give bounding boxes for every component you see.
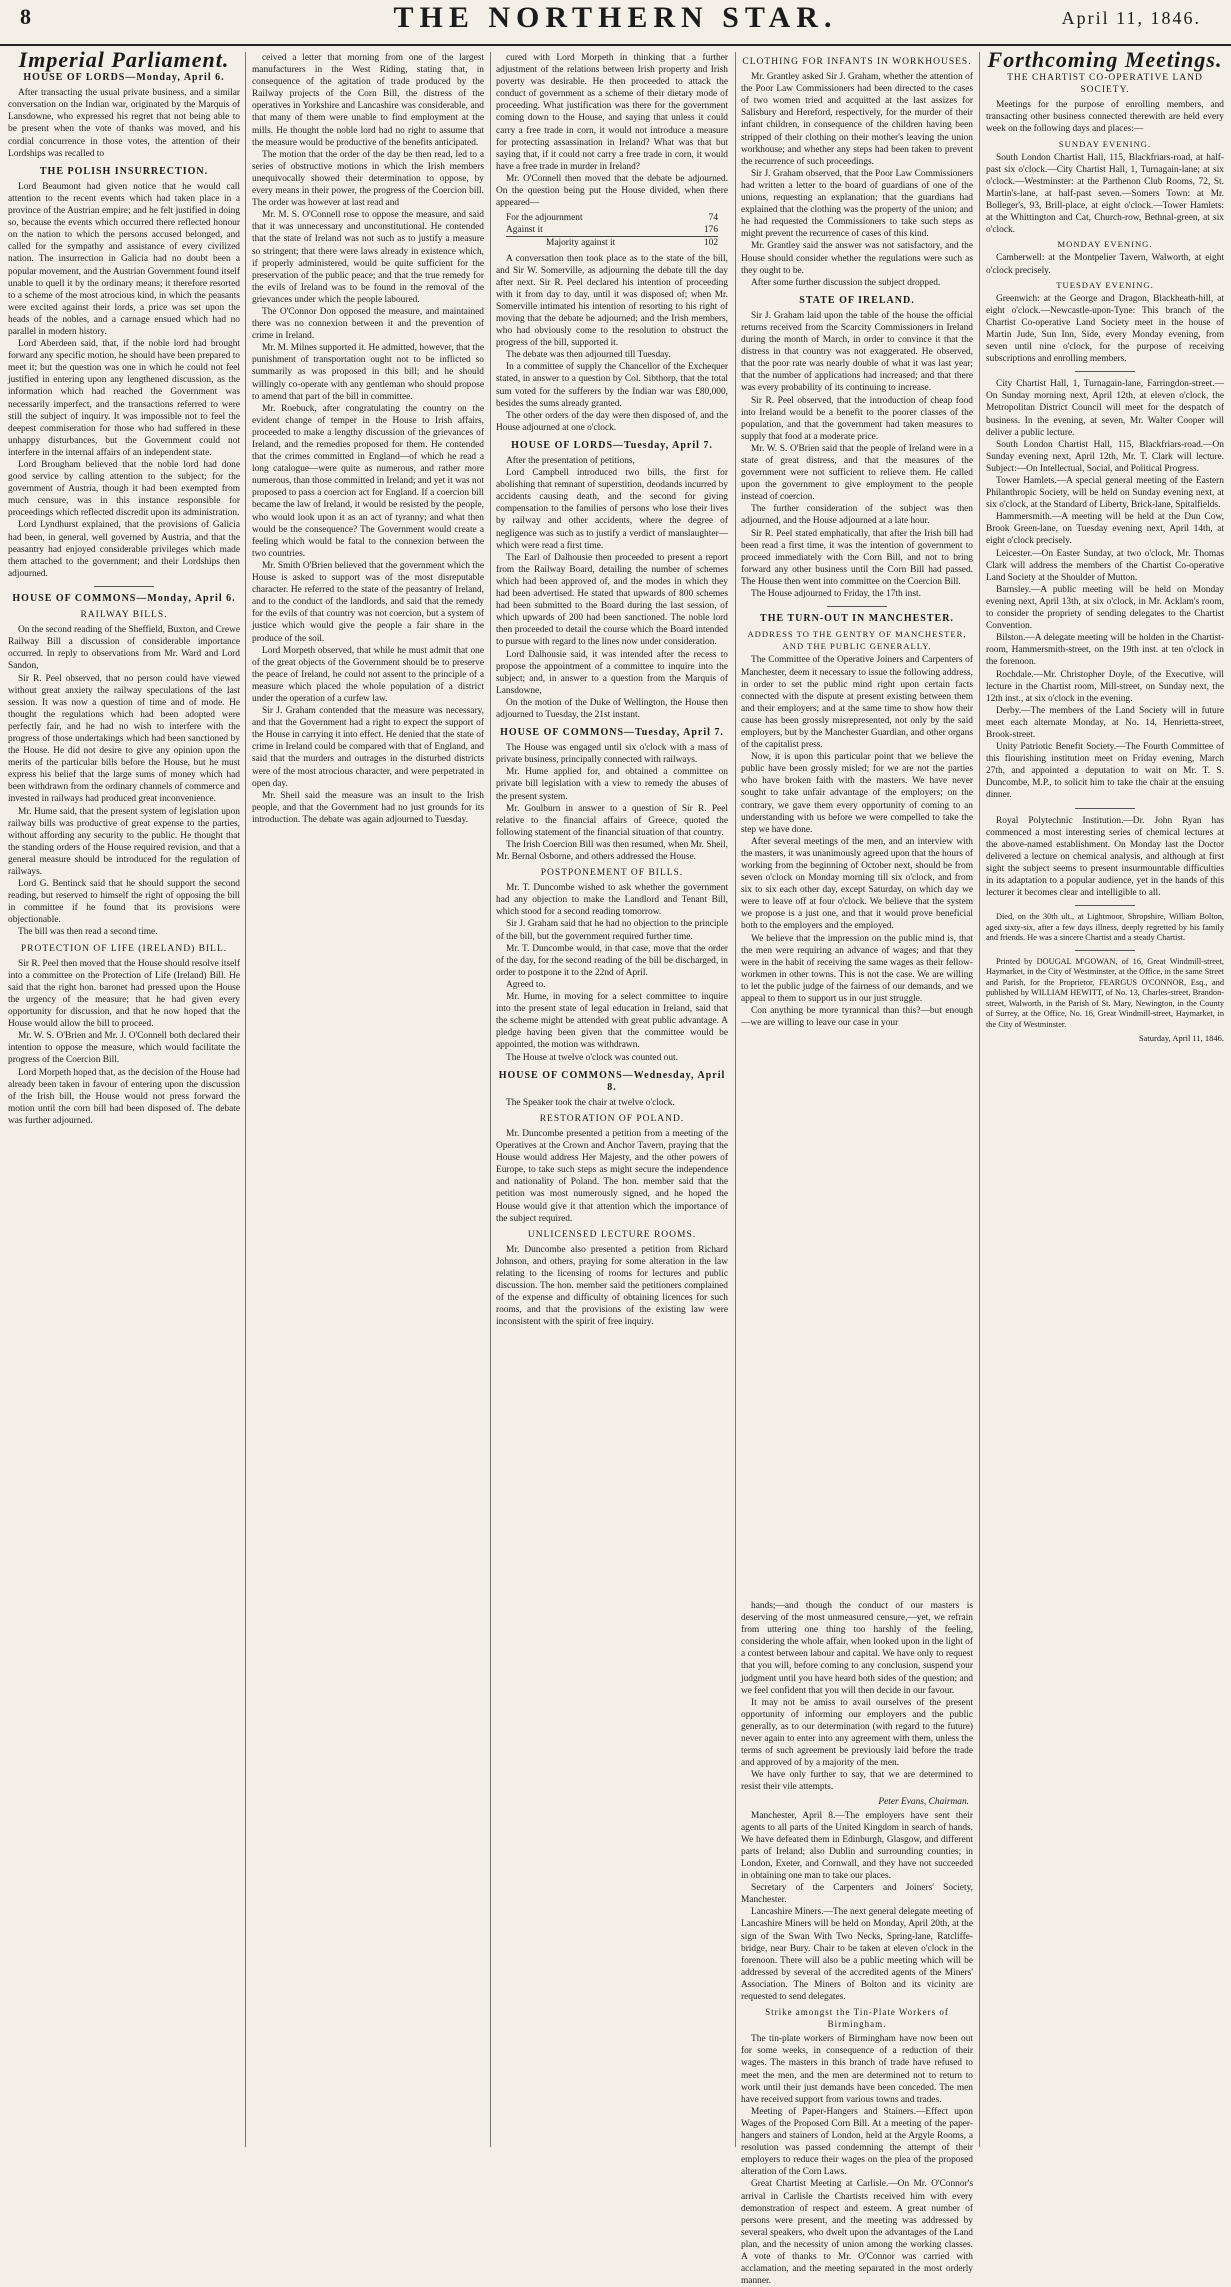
- article-paragraph: The other orders of the day were then disposed of, and the House adjourned at one o'clock.: [496, 410, 728, 433]
- headline-restoration-poland: RESTORATION OF POLAND.: [539, 1113, 685, 1124]
- tuesday-heading: TUESDAY EVENING.: [1056, 279, 1154, 290]
- article-paragraph: The Irish Coercion Bill was then resumed, when Mr. Sheil, Mr. Bernal Osborne, and others addressed the House.: [496, 839, 728, 862]
- divider: [1075, 371, 1135, 372]
- article-paragraph: The Speaker took the chair at twelve o'clock.: [506, 1097, 675, 1108]
- notice-paragraph: Barnsley.—A public meeting will be held on Monday evening next, April 13th, at six o'clock, in Mr. Acklam's room, to consider the propriety of sending delegates to the Chartist Convention.: [986, 584, 1224, 632]
- address-heading: ADDRESS TO THE GENTRY OF MANCHESTER, AND THE PUBLIC GENERALLY.: [747, 629, 967, 652]
- article-paragraph: The debate was then adjourned till Tuesday.: [506, 350, 671, 361]
- headline-tin-plate-strike: Strike amongst the Tin-Plate Workers of Birmingham.: [765, 2007, 949, 2030]
- article-paragraph: We believe that the impression on the public mind is, that the men were requiring an advance of wages; and that they were in the habit of receiving the same wages as their fellow-workmen in other towns. This is not the case. We are willing to let the public judge of the fairness of our demands, and we appeal to them to support us in our just struggle.: [741, 933, 973, 1005]
- article-paragraph: Mr. Hume said, that the present system of legislation upon railway bills was productive of great expense to the parties, without affording any security to the public. He thought that the standing orders of the House required revision, and that a general measure should be introduced for the regulation of railways.: [8, 806, 240, 877]
- article-paragraph: On the second reading of the Sheffield, Buxton, and Crewe Railway Bill a discussion of considerable importance occurred. In reply to observations from Mr. Ward and Lord Sandon,: [8, 625, 240, 672]
- article-paragraph: Meetings for the purpose of enrolling members, and transacting other business connected therewith are held every week on the following days and places:—: [986, 100, 1224, 135]
- article-paragraph: Lord Morpeth observed, that while he must admit that one of the great objects of the Government should be to preserve the peace of Ireland, he could not assent to the principle of a measure which placed the whole population of a district under the operation of a curfew law.: [252, 645, 484, 704]
- article-paragraph: We have only further to say, that we are determined to resist their vile attempts.: [741, 1770, 973, 1793]
- issue-date: April 11, 1846.: [1061, 8, 1201, 28]
- column-rule: [735, 52, 736, 2147]
- page-number: 8: [20, 4, 31, 29]
- article-paragraph: Secretary of the Carpenters and Joiners' Society, Manchester.: [741, 1883, 973, 1906]
- article-paragraph: Mr. M. S. O'Connell rose to oppose the measure, and said that it was unnecessary and unconstitutional. He contended that the state of Ireland was not such as to justify a measure so stringent; that there were laws already in existence which, if properly administered, would be quite sufficient for the preservation of the public peace; and that the true remedy for the evils of Ireland was to be found in the removal of the grievances under which the people laboured.: [252, 210, 484, 305]
- article-paragraph: Mr. Grantley said the answer was not satisfactory, and the House should consider whether the regulations were such as they ought to be.: [741, 241, 973, 276]
- article-paragraph: After the presentation of petitions,: [506, 456, 635, 466]
- headline-state-of-ireland: STATE OF IRELAND.: [799, 294, 915, 306]
- division-label: Against it: [506, 225, 543, 236]
- article-paragraph: Agreed to.: [506, 979, 546, 990]
- article-paragraph: Mr. Roebuck, after congratulating the country on the evident change of temper in the House to Irish affairs, proceeded to make a lengthy discussion of the grievances of Ireland, and the remedies proposed for them. He contended that the crimes committed in England—of which he read a long catalogue—were quite as numerous, and rather more numerous, than those committed in Ireland; and yet it was not proposed to pass a coercion act for England. If a coercion bill became the law of Ireland, it would be resisted by the people, who would look upon it as an act of tyranny; and what then would be the consequence? The Government would create a feeling which would be fatal to the connexion between the two countries.: [252, 403, 484, 559]
- article-paragraph: Lord Aberdeen said, that, if the noble lord had brought forward any specific motion, he should have been prepared to meet it; but the question was one in which he could not feel justified in entering upon any lengthened discussion, as the information which had reached the Government was necessarily imperfect, and the transactions referred to were still the subject of inquiry. It was impossible not to feel the deepest commiseration for those who had suffered in these unhappy disturbances, but the Government could not interfere in the internal affairs of an independent state.: [8, 339, 240, 458]
- division-value: 102: [703, 238, 718, 249]
- article-paragraph: After transacting the usual private business, and a similar conversation on the Indian war, originated by the Marquis of Lansdowne, who expressed his regret that not being able to be present when the vote of thanks was moved, and his cordial concurrence in those votes, the attention of their Lordships was recalled to: [8, 88, 240, 159]
- article-paragraph: South London Chartist Hall, 115, Blackfriars-road, at half-past six o'clock.—City Chartist Hall, 1, Turnagain-lane; at six o'clock.—Westminster: at the Parthenon Club Rooms, 72, St. Martin's-lane, at half-past seven.—Somers Town: at Mr. Bolleger's, 93, Brill-place, at eight o'clock.—Tower Hamlets: at the Whittington and Cat, Church-row, Bethnal-green, at six o'clock.: [986, 152, 1224, 236]
- article-paragraph: Mr. Hume, in moving for a select committee to inquire into the present state of legal education in Ireland, said that the scheme might be attended with great public advantage. A pledge having been given that the committee would be appointed, the motion was withdrawn.: [496, 992, 728, 1051]
- obituary: Died, on the 30th ult., at Lightmoor, Shropshire, William Bolton, aged sixty-six, after a few days illness, deeply regretted by his family and friends. He was a sincere Chartist and a steady Chartist.: [986, 912, 1224, 943]
- article-paragraph: The O'Connor Don opposed the measure, and maintained there was no connexion between it and the prevention of crime in Ireland.: [252, 306, 484, 342]
- headline-lords-tuesday: HOUSE OF LORDS—Tuesday, April 7.: [511, 439, 713, 451]
- headline-railway-bills: RAILWAY BILLS.: [80, 610, 168, 621]
- headline-clothing-infants: CLOTHING FOR INFANTS IN WORKHOUSES.: [742, 57, 972, 67]
- article-paragraph: ceived a letter that morning from one of the largest manufacturers in the West Riding, stating that, in consequence of the agitation of trade produced by the Railway projects of the Corn Bill, the distress of the operatives in Yorkshire and Lancashire was considerable, and that many of them were unable to find employment at the mills. He thought the noble lord had no right to assume that the measure would be productive of the benefits anticipated.: [252, 53, 484, 148]
- article-paragraph: Sir R. Peel observed, that the introduction of cheap food into Ireland would be a benefit to the poorer classes of the population, and that the government had taken measures to supply that food at a moderate price.: [741, 395, 973, 442]
- division-label: Majority against it: [546, 238, 616, 249]
- article-paragraph: Sir J. Graham observed, that the Poor Law Commissioners had written a letter to the board of guardians of one of the unions, requesting an explanation; that the guardians had explained that the clothing was the property of the union; and he had requested the Commissioners to take such steps as might prevent the recurrence of cases of this kind.: [741, 168, 973, 240]
- notice-paragraph: Unity Patriotic Benefit Society.—The Fourth Committee of this flourishing institution meet on Friday evening, March 27th, and appointed a deputation to wait on Mr. T. S. Duncombe, M.P., to solicit him to take the chair at the ensuing dinner.: [986, 742, 1224, 801]
- article-paragraph: The bill was then read a second time.: [18, 927, 158, 938]
- divider: [94, 586, 154, 587]
- column-1: [8, 47, 240, 2152]
- column-5: [741, 1600, 973, 2287]
- headline-land-society: THE CHARTIST CO-OPERATIVE LAND SOCIETY.: [1007, 73, 1203, 96]
- article-paragraph: cured with Lord Morpeth in thinking that a further adjustment of the relations between Irish property and Irish poverty was desirable. He then proceeded to attack the conduct of government as a scheme of their dietary mode of proceeding. What justification was there for the government coming down to the House, and saying that unless it could carry a free trade in corn, it would not introduce a measure for protecting assassination in Ireland? What was that but saying that, if it could not carry a free trade in corn, it would have a free trade in murder in Ireland?: [496, 53, 728, 172]
- section-title-parliament: Imperial Parliament.: [18, 47, 230, 72]
- article-paragraph: On the motion of the Duke of Wellington, the House then adjourned to Tuesday, the 21st instant.: [496, 697, 728, 720]
- article-paragraph: Mr. Sheil said the measure was an insult to the Irish people, and that the Government had no just grounds for its introduction. The debate was again adjourned to Tuesday.: [252, 790, 484, 825]
- article-paragraph: Sir J. Graham said that he had no objection to the principle of the bill, but the government required further time.: [496, 919, 728, 942]
- division-row: [506, 212, 718, 224]
- notice-paragraph: Rochdale.—Mr. Christopher Doyle, of the Executive, will lecture in the Chartist room, Mill-street, on Sunday next, the 12th inst., at six o'clock in the evening.: [986, 669, 1224, 704]
- article-paragraph: The motion that the order of the day be then read, led to a series of obstructive motions in which the Irish members unequivocally showed their determination to oppose, by every means in their power, the progress of the Coercion bill. The order was however at last read and: [252, 149, 484, 209]
- article-paragraph: Mr. Grantley asked Sir J. Graham, whether the attention of the Poor Law Commissioners had been directed to the cases of two women tried and acquitted at the last assizes for Salisbury and Hereford, respectively, for the murder of their infant children, in consequence of the children having been stripped of their clothing on their mother's leaving the union workhouse; and whether any steps had been taken to prevent the recurrence of such proceedings.: [741, 72, 973, 167]
- article-paragraph: Great Chartist Meeting at Carlisle.—On Mr. O'Connor's arrival in Carlisle the Chartists received him with every demonstration of respect and esteem. A great number of persons were present, and the meeting was addressed by several speakers, who dwelt upon the advantages of the Land plan, and the necessity of union among the working classes. A vote of thanks to Mr. O'Connor was carried with acclamation, and the meeting separated in the most orderly manner.: [741, 2179, 973, 2287]
- article-paragraph: Lord Brougham believed that the noble lord had done good service by calling attention to the subject; for the government of Austria, though it had been exempted from much censure, was in this instance responsible for proceedings which reflected discredit upon its administration.: [8, 460, 240, 519]
- article-paragraph: The House was engaged until six o'clock with a mass of private business, principally connected with railways.: [496, 743, 728, 766]
- signed-chairman: Peter Evans, Chairman.: [878, 1796, 969, 1807]
- headline-lords-monday: HOUSE OF LORDS—Monday, April 6.: [23, 72, 225, 84]
- headline-unlicensed-lecture-rooms: UNLICENSED LECTURE ROOMS.: [527, 1229, 697, 1240]
- article-paragraph: Now, it is upon this particular point that we believe the public have been grossly misled; for we are not the parties who have broken faith with the masters. We have never sought to take unfair advantage of the employers; on the contrary, we gave them every opportunity of coming to an understanding with us before we were compelled to take the step we have done.: [741, 752, 973, 835]
- article-paragraph: Con anything be more tyrannical than this?—but enough—we are willing to leave our case in your: [741, 1006, 973, 1029]
- notice-paragraph: Royal Polytechnic Institution.—Dr. John Ryan has commenced a most interesting series of chemical lectures at the above-named establishment. On Monday last the Doctor delivered a lecture on chemical analysis, and although at first sight the subject seems to present insurmountable difficulties in its adaptation to a popular audience, yet in the hands of this lecturer it becomes clear and intelligible to all.: [986, 815, 1224, 899]
- article-paragraph: Greenwich: at the George and Dragon, Blackheath-hill, at eight o'clock.—Newcastle-upon-Tyne: This branch of the Chartist Co-operative Land Society meet in the house of Martin Jude, Sun Inn, Side, every Monday evening, from seven until nine o'clock, for the purpose of receiving subscriptions and enrolling members.: [986, 293, 1224, 365]
- article-paragraph: Mr. Smith O'Brien believed that the government which the House is asked to support was of the most disreputable character. He referred to the state of the peasantry of Ireland, and to the conduct of the landlords, and said that the remedy for the evils of that country was not coercion, but a system of justice which would give the people a fair share in the produce of the soil.: [252, 560, 484, 644]
- division-value: 74: [708, 213, 718, 224]
- division-row: [506, 224, 718, 237]
- headline-commons-monday: HOUSE OF COMMONS—Monday, April 6.: [12, 592, 236, 604]
- article-paragraph: Sir R. Peel stated emphatically, that after the Irish bill had been read a first time, it was the intention of government to proceed immediately with the Corn Bill, and not to bring forward any other business until the Corn Bill had passed. The House then went into committee on the Coercion Bill.: [741, 528, 973, 587]
- column-rule: [490, 52, 491, 2147]
- article-paragraph: Mr. W. S. O'Brien said that the people of Ireland were in a state of great distress, and that the measures of the government were not sufficient to relieve them. He called upon the government to give employment to the people instead of coercion.: [741, 443, 973, 503]
- article-paragraph: A conversation then took place as to the state of the bill, and Sir W. Somerville, as adjourning the debate till the day after next. Sir R. Peel declared his intention of proceeding with it from day to day, until it was disposed of; when Mr. Somerville intimated his intention of resorting to his right of moving that the debate be adjourned; and the Irish members, who had obviously come to the resolution to obstruct the progress of the bill, supported it.: [496, 253, 728, 349]
- article-paragraph: Mr. Hume applied for, and obtained a committee on private bill legislation with a view to remedy the abuses of the present system.: [496, 767, 728, 802]
- column-2: [252, 52, 484, 2152]
- article-paragraph: Mr. Duncombe presented a petition from a meeting of the Operatives at the Crown and Anchor Tavern, praying that the House would address Her Majesty, and the other powers of Europe, to take such steps as might secure the independence and nationality of Poland. The hon. member said that the petition was most numerously signed, and he hoped the House would give it that attention which the importance of the subject required.: [496, 1128, 728, 1224]
- divider: [1075, 808, 1135, 809]
- article-paragraph: Mr. Duncombe also presented a petition from Richard Johnson, and others, praying for some alteration in the law relating to the licensing of rooms for lectures and public discussion. The hon. member said the petitioners complained of the expense and difficulty of obtaining licences for such rooms, and that the provisions of the existing law were inconsistent with the spirit of free inquiry.: [496, 1244, 728, 1328]
- article-paragraph: Mr. O'Connell then moved that the debate be adjourned. On the question being put the House divided, when there appeared—: [496, 173, 728, 209]
- section-title-forthcoming-meetings: Forthcoming Meetings.: [987, 47, 1223, 72]
- notice-paragraph: Bilston.—A delegate meeting will be holden in the Chartist-room, Hammersmith-street, on the 19th inst. at ten o'clock in the forenoon.: [986, 633, 1224, 668]
- article-paragraph: Sir J. Graham contended that the measure was necessary, and that the Government had a right to expect the support of the House in carrying it into effect. He denied that the state of crime in Ireland could be compared with that of England, and said that the murders and outrages in the disturbed districts were of the most atrocious character, and were perpetrated in open day.: [252, 706, 484, 789]
- article-paragraph: The Committee of the Operative Joiners and Carpenters of Manchester, deem it necessary to issue the following address, in order to set the public mind right upon certain facts connected with the dispute at present existing between them and their employers; and at the same time to show how their cause has been grossly misrepresented, not only by the said employers, but by the Manchester Guardian, and other organs of the capitalist press.: [741, 655, 973, 751]
- division-value: 176: [703, 225, 718, 236]
- article-paragraph: Mr. M. Milnes supported it. He admitted, however, that the punishment of transportation ought not to be inflicted so summarily as was proposed in this bill; and he should willingly co-operate with any gentleman who should propose to amend that part of the bill in committee.: [252, 343, 484, 402]
- notice-paragraph: Tower Hamlets.—A special general meeting of the Eastern Philanthropic Society, will be held on Sunday evening next, at six o'clock, at the Standard of Liberty, Brick-lane, Spitalfields.: [986, 476, 1224, 511]
- article-paragraph: The Earl of Dalhousie then proceeded to present a report from the Railway Board, detailing the number of schemes which had been approved of, and the modes in which they had been advertised. He stated that upwards of 800 schemes had been submitted to the Board during the last session, of which upwards of 200 had been sanctioned. The noble lord then proceeded to detail the course which the Board intended to pursue with regard to the lines now under consideration.: [496, 552, 728, 648]
- notice-paragraph: Derby.—The members of the Land Society will in future meet each alternate Monday, at No. 14, Henrietta-street, Brook-street.: [986, 705, 1224, 740]
- article-paragraph: Lord G. Bentinck said that he should support the second reading, but reserved to himself the right of opposing the bill in committee if he found that its provisions were objectionable.: [8, 879, 240, 926]
- article-paragraph: Lord Lyndhurst explained, that the provisions of Galicia had been, in general, well governed by Austria, and that the peasantry had enjoyed considerable privileges which made them attached to the government; and their Lordships then adjourned.: [8, 520, 240, 579]
- article-paragraph: Lancashire Miners.—The next general delegate meeting of Lancashire Miners will be held on Monday, April 20th, at the sign of the Swan With Two Necks, Spring-lane, Ratcliffe-bridge, near Bury. Chair to be taken at eleven o'clock in the forenoon. There will also be a public meeting which will be addressed by several of the accredited agents of the Miners' Association. The Miners of Bolton and its vicinity are requested to send delegates.: [741, 1907, 973, 2002]
- article-paragraph: Mr. Goulburn in answer to a question of Sir R. Peel relative to the financial affairs of Greece, quoted the following statement of the financial situation of that country.: [496, 803, 728, 838]
- division-label: For the adjournment: [506, 213, 583, 224]
- article-paragraph: Meeting of Paper-Hangers and Stainers.—Effect upon Wages of the Proposed Corn Bill. At a meeting of the paper-hangers and stainers of London, held at the Argyle Rooms, a resolution was passed condemning the attempt of their employers to reduce their wages on the plea of the proposed alteration of the Corn Laws.: [741, 2106, 973, 2178]
- notice-paragraph: Hammersmith.—A meeting will be held at the Dun Cow, Brook Green-lane, on Tuesday evening next, April 14th, at eight o'clock precisely.: [986, 512, 1224, 547]
- article-paragraph: The further consideration of the subject was then adjourned, and the House adjourned at a late hour.: [741, 504, 973, 527]
- article-paragraph: After several meetings of the men, and an interview with the masters, it was unanimously agreed upon that the hours of working from the beginning of October next, should be from seven o'clock on Monday morning till six o'clock, and from six to six each other day, except Saturday, on which day we were to leave off at four o'clock. We believe that the system we propose is a just one, and that it would prove beneficial both to the employers and the employed.: [741, 836, 973, 932]
- divider: [827, 606, 887, 607]
- article-paragraph: The tin-plate workers of Birmingham have now been out for some weeks, in consequence of a reduction of their wages. The masters in this branch of trade have refused to meet the men, and the men are determined not to return to work until their just demands have been conceded. The men have received support from various towns and trades.: [741, 2034, 973, 2105]
- headline-polish-insurrection: THE POLISH INSURRECTION.: [39, 165, 209, 177]
- column-3: [496, 52, 728, 2152]
- headline-postponement: POSTPONEMENT OF BILLS.: [540, 868, 684, 879]
- imprint-date: Saturday, April 11, 1846.: [1138, 1033, 1224, 1044]
- article-paragraph: The House adjourned to Friday, the 17th inst.: [751, 589, 921, 600]
- article-paragraph: After some further discussion the subject dropped.: [751, 277, 941, 288]
- division-table: [506, 212, 718, 249]
- article-paragraph: Sir R. Peel observed, that no person could have viewed without great anxiety the railway speculations of the last session. It was now a question of time and of mode. He thought the regulations which had been adopted were perfectly fair, and he had no wish to interfere with the progress of those undertakings which had been sanctioned by the House. He did not desire to give any opinion upon the merits of the particular bills before the House, but he must express his belief that the large sums of money which had been withdrawn from the ordinary channels of commerce and invested in railways had produced great inconvenience.: [8, 673, 240, 805]
- article-paragraph: It may not be amiss to avail ourselves of the present opportunity of informing our employers and the public generally, as to our determination (with regard to the future) never again to enter into any agreement with them, unless the terms of such agreement be previously laid before the trade and approved of by a majority of the men.: [741, 1697, 973, 1769]
- notice-paragraph: South London Chartist Hall, 115, Blackfriars-road.—On Sunday evening next, April 12th, Mr. T. Clark will lecture. Subject:—On Intellectual, Social, and Political Progress.: [986, 439, 1224, 474]
- headline-turnout-manchester: THE TURN-OUT IN MANCHESTER.: [760, 613, 954, 625]
- division-row: [506, 237, 718, 249]
- article-paragraph: Lord Campbell introduced two bills, the first for abolishing that remnant of superstition, deodands incurred by accidents causing death, and the second for giving compensation to the families of persons who lose their lives by railway and other accidents, where the degree of negligence was such as to justify a verdict of manslaughter—which were read a first time.: [496, 468, 728, 551]
- sunday-heading: SUNDAY EVENING.: [1058, 138, 1152, 149]
- notice-paragraph: Leicester.—On Easter Sunday, at two o'clock, Mr. Thomas Clark will address the members of the Chartist Co-operative Land Society at the Shoulder of Mutton.: [986, 548, 1224, 583]
- article-paragraph: In a committee of supply the Chancellor of the Exchequer stated, in answer to a question by Col. Sibthorp, that the total sum voted for the sufferers by the Indian war was £80,000, besides the sums already granted.: [496, 362, 728, 409]
- printer-imprint: Printed by DOUGAL M'GOWAN, of 16, Great Windmill-street, Haymarket, in the City of Westminster, at the Office, in the same Street and Parish, for the Proprietor, FEARGUS O'CONNOR, Esq., and published by WILLIAM HEWITT, of No. 13, Charles-street, Brandon-street, Walworth, in the Parish of St. Mary, Newington, in the County of Surrey, at the Office, No. 16, Great Windmill-street, Haymarket, in the City of Westminster.: [986, 956, 1224, 1029]
- article-paragraph: Lord Beaumont had given notice that he would call attention to the recent events which had taken place in a province of the Austrian empire; and he felt justified in doing so, because the events which occurred there reflected honour on the nation to which the persons accused belonged, and called for the sympathy and assistance of every civilized nation. The insurrection in Galicia had no doubt been a popular movement, and the Austrian Government found itself unable to quell it by the ordinary means; it therefore resorted to a scheme of the most atrocious kind, in which the peasants were excited against their lords, a price was set upon the heads of the nobles, and a carnage ensued which had no parallel in modern history.: [8, 181, 240, 337]
- article-paragraph: Mr. T. Duncombe wished to ask whether the government had any objection to make the Landlord and Tenant Bill, which stood for a second reading tomorrow.: [496, 883, 728, 918]
- article-paragraph: Lord Dalhousie said, it was intended after the recess to propose the appointment of a committee to inquire into the subject; and, in answer to a question from the Marquis of Lansdowne,: [496, 649, 728, 696]
- article-paragraph: Lord Morpeth hoped that, as the decision of the House had already been taken in favour of entering upon the discussion of the Irish bill, the House would not press forward the motion until the corn bill had been disposed of. The debate was further adjourned.: [8, 1067, 240, 1126]
- headline-commons-tuesday: HOUSE OF COMMONS—Tuesday, April 7.: [500, 727, 724, 739]
- divider: [1075, 905, 1135, 906]
- masthead: [0, 0, 1231, 46]
- column-rule: [245, 52, 246, 2147]
- newspaper-title: THE NORTHERN STAR.: [393, 1, 838, 34]
- monday-heading: MONDAY EVENING.: [1057, 239, 1153, 250]
- article-paragraph: Sir J. Graham laid upon the table of the house the official returns received from the Scarcity Commissioners in Ireland during the month of March, in order to convince it that the distress in that country was not exaggerated. He observed, that the poor rate was nearly double of what it was last year; that the number of applications had increased; and that there was every probability of its continuing to increase.: [741, 310, 973, 394]
- column-6: [986, 47, 1224, 2152]
- headline-protection-of-life: PROTECTION OF LIFE (IRELAND) BILL.: [20, 943, 228, 954]
- article-paragraph: The House at twelve o'clock was counted out.: [506, 1052, 678, 1063]
- notice-paragraph: City Chartist Hall, 1, Turnagain-lane, Farringdon-street.—On Sunday morning next, April 12th, at eleven o'clock, the Metropolitan District Council will meet for the despatch of business. In the evening, at seven, Mr. Walter Cooper will deliver a public lecture.: [986, 379, 1224, 438]
- article-paragraph: Camberwell: at the Montpelier Tavern, Walworth, at eight o'clock precisely.: [986, 253, 1224, 276]
- article-paragraph: Sir R. Peel then moved that the House should resolve itself into a committee on the Protection of Life (Ireland) Bill. He said that the right hon. baronet had pressed upon the House the urgency of the measure; that he had given every opportunity for discussion, and that he now hoped that the House would allow the bill to proceed.: [8, 958, 240, 1030]
- article-paragraph: hands;—and though the conduct of our masters is deserving of the most unmeasured censure,—yet, we refrain from uttering one thing too harshly of the feeling, considering the whole affair, when looked upon in the light of a contest between labour and capital. We have only to request that you will, before coming to any conclusion, suspend your judgment until you have heard both sides of the question; and we feel confident that you will then decide in our favour.: [741, 1601, 973, 1696]
- article-paragraph: Mr. T. Duncombe would, in that case, move that the order of the day, for the second reading of the bill be discharged, in order to postpone it to the 22nd of April.: [496, 943, 728, 978]
- article-paragraph: Mr. W. S. O'Brien and Mr. J. O'Connell both declared their intention to oppose the measure, which would facilitate the progress of the Coercion Bill.: [8, 1031, 240, 1066]
- article-paragraph: Manchester, April 8.—The employers have sent their agents to all parts of the United Kingdom in search of hands. We have defeated them in Edinburgh, Glasgow, and different parts of Ireland; also Dublin and surrounding counties; in London, Exeter, and Cornwall, and they have not succeeded in obtaining one man to take our places.: [741, 1810, 973, 1882]
- column-rule: [979, 52, 980, 2147]
- headline-commons-wednesday: HOUSE OF COMMONS—Wednesday, April 8.: [498, 1069, 726, 1093]
- divider: [1075, 950, 1135, 951]
